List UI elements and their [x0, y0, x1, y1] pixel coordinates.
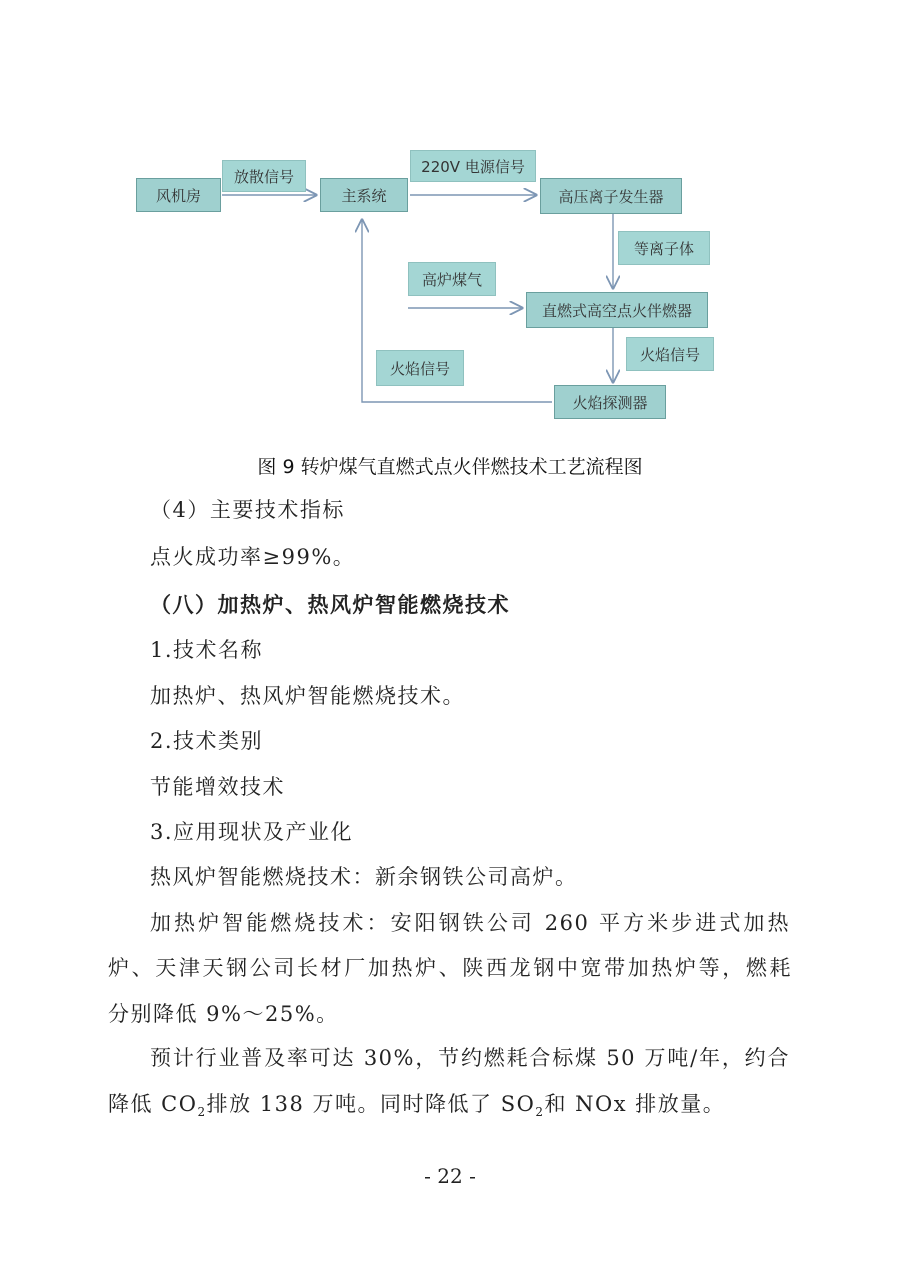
text-line-13: 预计行业普及率可达 30%，节约燃耗合标煤 50 万吨/年，约合: [150, 1046, 790, 1070]
text-line-10: 加热炉智能燃烧技术：安阳钢铁公司 260 平方米步进式加热: [150, 911, 790, 935]
text-line-1: （4）主要技术指标: [150, 498, 345, 522]
node-ion-generator: 高压离子发生器: [540, 178, 682, 214]
text-line-14-c: 和 NOx 排放量。: [544, 1092, 726, 1116]
label-bf-gas: 高炉煤气: [408, 262, 496, 296]
node-fan-room: 风机房: [136, 178, 221, 212]
text-line-2: 点火成功率≥99%。: [150, 545, 356, 569]
label-flame-signal-right: 火焰信号: [626, 337, 714, 371]
text-line-4: 1.技术名称: [150, 638, 264, 662]
text-line-12: 分别降低 9%～25%。: [108, 1002, 339, 1026]
node-flame-detector: 火焰探测器: [554, 385, 666, 419]
node-burner: 直燃式高空点火伴燃器: [526, 292, 708, 328]
text-line-14-b: 排放 138 万吨。同时降低了 SO: [206, 1092, 536, 1116]
text-line-9: 热风炉智能燃烧技术：新余钢铁公司高炉。: [150, 865, 578, 889]
co2-subscript: 2: [197, 1105, 207, 1120]
label-power-signal: 220V 电源信号: [410, 150, 536, 182]
text-line-14: [108, 1088, 725, 1119]
node-main-system: 主系统: [320, 178, 408, 212]
text-line-14-a: 降低 CO: [108, 1092, 198, 1116]
text-line-6: 2.技术类别: [150, 729, 264, 753]
label-plasma: 等离子体: [618, 231, 710, 265]
text-line-8: 3.应用现状及产业化: [150, 820, 354, 844]
so2-subscript: 2: [535, 1105, 545, 1120]
text-line-5: 加热炉、热风炉智能燃烧技术。: [150, 684, 465, 708]
page-number: - 22 -: [424, 1164, 476, 1188]
label-vent-signal: 放散信号: [222, 160, 306, 192]
text-line-7: 节能增效技术: [150, 775, 285, 799]
label-flame-signal-left: 火焰信号: [376, 350, 464, 386]
text-line-11: 炉、天津天钢公司长材厂加热炉、陕西龙钢中宽带加热炉等，燃耗: [108, 956, 792, 980]
figure-caption: 图 9 转炉煤气直燃式点火伴燃技术工艺流程图: [257, 456, 643, 478]
section-heading: （八）加热炉、热风炉智能燃烧技术: [150, 592, 510, 617]
process-flow-diagram: [130, 140, 780, 430]
